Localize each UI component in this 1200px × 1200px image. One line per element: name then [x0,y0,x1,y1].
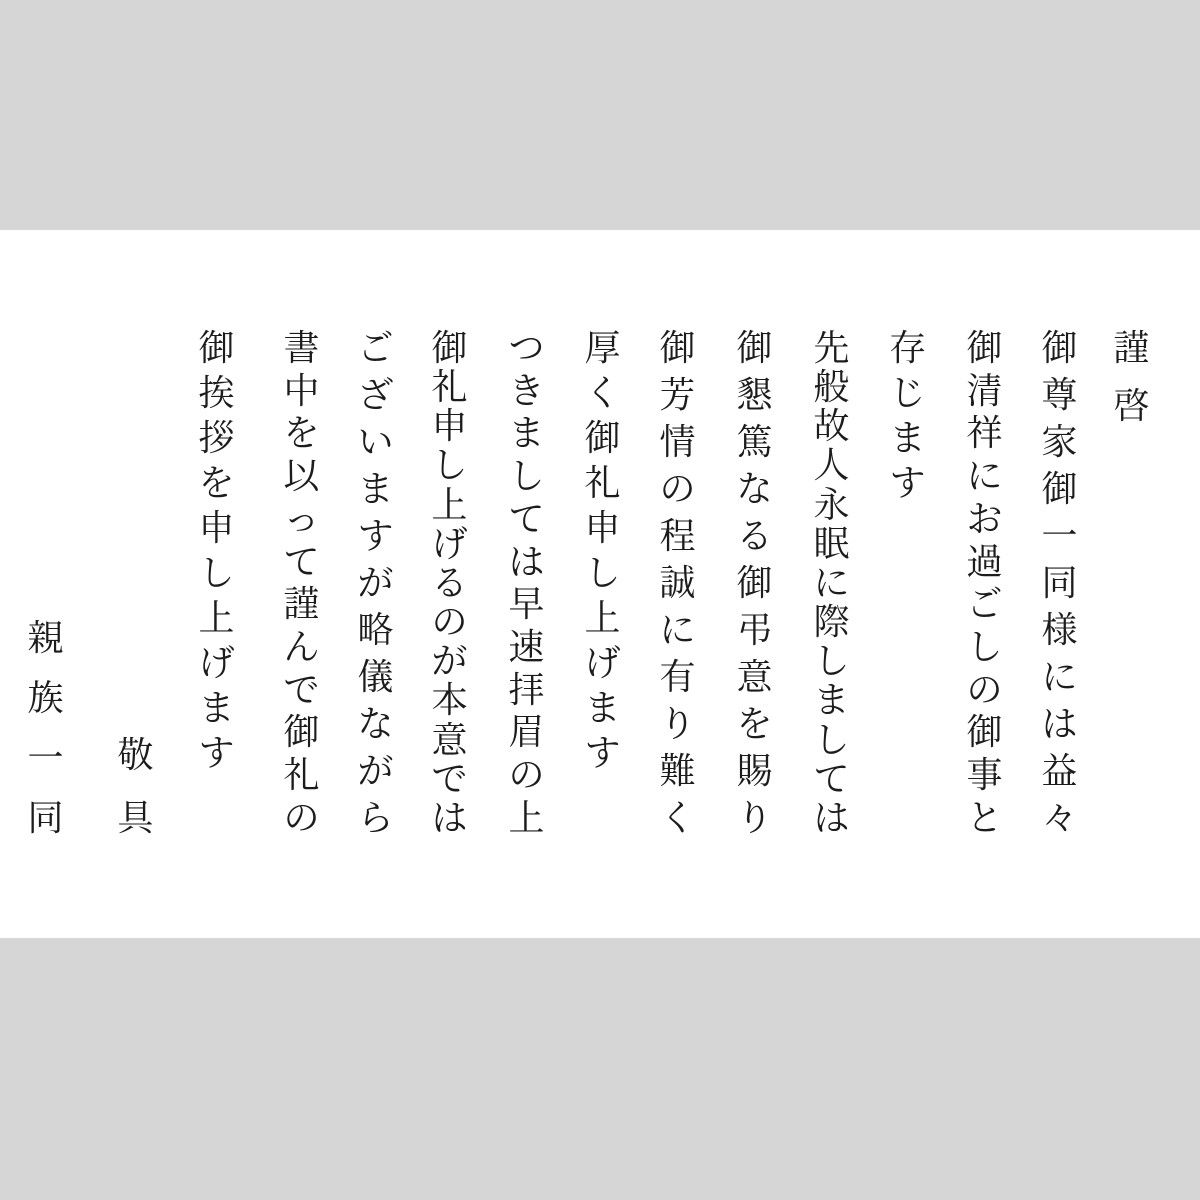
letter-character: し [508,456,545,498]
letter-character: る [736,516,773,557]
letter-character: は [1041,704,1078,745]
letter-character: は [813,797,850,839]
letter-character: 賜 [736,751,773,792]
letter-character: 々 [1041,798,1078,839]
letter-character: 親 [27,618,64,659]
letter-character: は [431,797,468,839]
letter-character: す [889,463,926,504]
letter-character: し [198,553,235,594]
letter-character: 拶 [198,418,235,459]
letter-character: 難 [659,751,696,792]
letter-character: 以 [283,456,320,498]
letter-character: 益 [1041,751,1078,792]
letter-column-justified [357,330,394,837]
letter-character: 御 [966,712,1003,754]
letter-character: て [813,758,850,800]
letter-character: 御 [659,328,696,369]
letter-column-natural [889,330,926,837]
letter-character: 申 [431,406,468,448]
letter-character: ま [508,413,545,455]
letter-character: 啓 [1113,386,1150,427]
letter-character: て [283,541,320,583]
letter-character: は [508,541,545,583]
letter-character: 眠 [813,523,850,565]
letter-character: し [813,641,850,683]
letter-character: 一 [27,738,64,779]
letter-character: 家 [1041,422,1078,463]
letter-character: す [198,733,235,774]
letter-column-justified [966,330,1003,837]
letter-character: な [357,704,394,745]
letter-column-justified [813,330,850,837]
letter-character: 誠 [659,563,696,604]
letter-character: す [584,733,621,774]
letter-character: に [966,456,1003,498]
letter-character: 礼 [584,463,621,504]
letter-character: 永 [813,484,850,526]
letter-character: 芳 [659,375,696,416]
letter-character: 上 [431,484,468,526]
letter-character: 情 [659,422,696,463]
letter-character: 申 [584,508,621,549]
letter-character: げ [584,643,621,684]
letter-character: げ [198,643,235,684]
letter-column-justified [659,330,696,837]
letter-character: し [966,627,1003,669]
letter-character: 中 [283,370,320,412]
letter-character: 御 [584,418,621,459]
letter-character: で [283,669,320,711]
letter-column-opening [1113,330,1150,837]
letter-character: き [508,370,545,412]
letter-character: 意 [736,657,773,698]
letter-character: ま [357,469,394,510]
letter-character: 挨 [198,373,235,414]
letter-character: 有 [659,657,696,698]
letter-character: 厚 [584,328,621,369]
letter-character: 御 [966,328,1003,369]
letter-character: と [966,797,1003,839]
letter-character: 一 [1041,516,1078,557]
letter-character: じ [889,373,926,414]
letter-column-justified [736,330,773,837]
letter-character: 礼 [431,367,468,409]
letter-character: に [813,562,850,604]
letter-character: の [966,669,1003,711]
letter-character: 上 [198,598,235,639]
letter-character: て [508,498,545,540]
letter-character: い [357,422,394,463]
letter-character: の [659,469,696,510]
letter-column-justified [283,330,320,837]
letter-character: ん [283,627,320,669]
letter-character: 先 [813,328,850,369]
letter-character: 故 [813,406,850,448]
letter-column-justified [508,330,545,837]
letter-character: 書 [283,328,320,369]
letter-character: の [508,755,545,797]
letter-character: く [584,373,621,414]
letter-column-natural [584,330,621,837]
letter-character: を [283,413,320,455]
letter-character: 御 [1041,328,1078,369]
letter-character: 儀 [357,657,394,698]
letter-column-closing [117,330,154,837]
letter-character: 御 [736,563,773,604]
letter-character: に [659,610,696,651]
letter-character: を [736,704,773,745]
letter-character: に [1041,657,1078,698]
letter-character: げ [431,523,468,565]
letter-character: 清 [966,370,1003,412]
letter-character: 過 [966,541,1003,583]
letter-character: 謹 [1113,328,1150,369]
letter-character: ら [357,798,394,839]
letter-character: ざ [357,375,394,416]
letter-character: 略 [357,610,394,651]
letter-character: 存 [889,328,926,369]
letter-character: る [431,562,468,604]
letter-character: く [659,798,696,839]
letter-character: を [198,463,235,504]
letter-paper [0,230,1200,938]
letter-character: ま [584,688,621,729]
letter-character: り [736,798,773,839]
letter-character: 拝 [508,669,545,711]
letter-character: 祥 [966,413,1003,455]
letter-character: 事 [966,755,1003,797]
letter-character: 意 [431,719,468,761]
letter-character: 際 [813,602,850,644]
letter-character: な [736,469,773,510]
letter-character: 御 [1041,469,1078,510]
letter-character: ご [357,328,394,369]
letter-character: 上 [508,797,545,839]
letter-character: ま [813,680,850,722]
letter-character: 敬 [117,735,154,776]
letter-character: 同 [27,798,64,839]
letter-character: 族 [27,678,64,719]
letter-character: 具 [117,798,154,839]
letter-character: 謹 [283,584,320,626]
letter-character: 程 [659,516,696,557]
letter-character: 礼 [283,755,320,797]
letter-column-justified [1041,330,1078,837]
letter-character: 人 [813,445,850,487]
letter-column-signature [27,330,64,837]
letter-character: つ [508,328,545,369]
letter-character: 篤 [736,422,773,463]
letter-column-natural [198,330,235,837]
letter-character: し [813,719,850,761]
letter-character: 般 [813,367,850,409]
letter-character: ご [966,584,1003,626]
letter-character: が [431,641,468,683]
letter-character: ま [889,418,926,459]
letter-column-justified [431,330,468,837]
letter-character: り [659,704,696,745]
letter-character: 御 [736,328,773,369]
letter-character: が [357,751,394,792]
letter-character: 眉 [508,712,545,754]
letter-character: 速 [508,627,545,669]
letter-character: す [357,516,394,557]
letter-character: っ [283,498,320,540]
letter-character: し [584,553,621,594]
letter-character: 本 [431,680,468,722]
letter-character: 弔 [736,610,773,651]
letter-character: 同 [1041,563,1078,604]
letter-character: ま [198,688,235,729]
letter-character: が [357,563,394,604]
letter-character: 上 [584,598,621,639]
letter-character: の [283,797,320,839]
letter-character: で [431,758,468,800]
letter-character: お [966,498,1003,540]
letter-character: 尊 [1041,375,1078,416]
letter-character: の [431,602,468,644]
letter-character: 様 [1041,610,1078,651]
letter-character: し [431,445,468,487]
letter-character: 早 [508,584,545,626]
letter-character: 懇 [736,375,773,416]
letter-character: 御 [431,328,468,369]
letter-character: 御 [283,712,320,754]
letter-character: 御 [198,328,235,369]
letter-character: 申 [198,508,235,549]
